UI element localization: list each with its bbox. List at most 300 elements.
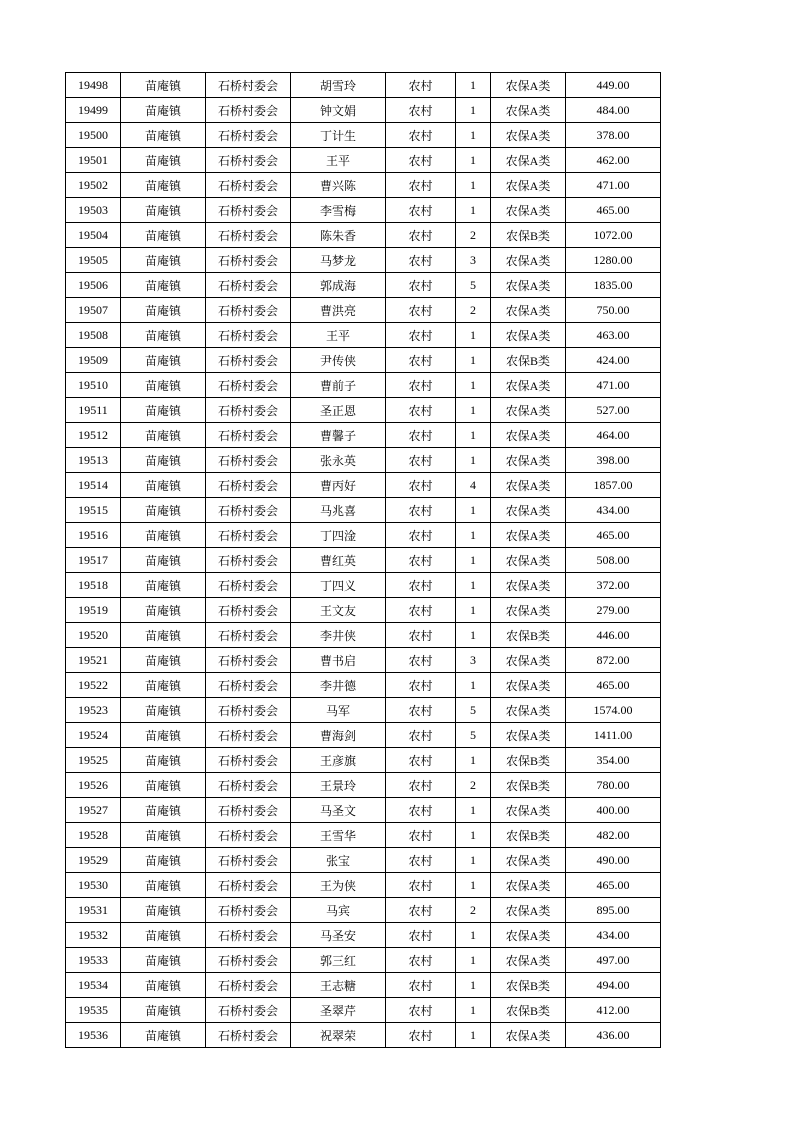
table-cell-count: 1	[456, 448, 491, 473]
table-cell-area_type: 农村	[386, 873, 456, 898]
table-cell-village: 石桥村委会	[206, 948, 291, 973]
table-cell-amount: 895.00	[566, 898, 661, 923]
table-row	[66, 873, 661, 898]
table-cell-category: 农保A类	[491, 723, 566, 748]
table-cell-count: 3	[456, 248, 491, 273]
table-cell-category: 农保A类	[491, 648, 566, 673]
table-cell-name: 王平	[291, 323, 386, 348]
table-cell-village: 石桥村委会	[206, 698, 291, 723]
table-cell-town: 苗庵镇	[121, 623, 206, 648]
table-cell-amount: 471.00	[566, 373, 661, 398]
table-cell-village: 石桥村委会	[206, 273, 291, 298]
table-cell-town: 苗庵镇	[121, 523, 206, 548]
table-cell-category: 农保A类	[491, 698, 566, 723]
table-cell-village: 石桥村委会	[206, 398, 291, 423]
table-cell-id: 19517	[66, 548, 121, 573]
table-cell-area_type: 农村	[386, 848, 456, 873]
table-cell-village: 石桥村委会	[206, 823, 291, 848]
table-row	[66, 373, 661, 398]
table-cell-id: 19522	[66, 673, 121, 698]
table-cell-area_type: 农村	[386, 1023, 456, 1048]
table-cell-town: 苗庵镇	[121, 398, 206, 423]
table-cell-name: 王景玲	[291, 773, 386, 798]
table-cell-area_type: 农村	[386, 398, 456, 423]
table-cell-amount: 497.00	[566, 948, 661, 973]
table-cell-id: 19499	[66, 98, 121, 123]
table-row	[66, 798, 661, 823]
table-cell-id: 19515	[66, 498, 121, 523]
table-cell-id: 19532	[66, 923, 121, 948]
table-cell-village: 石桥村委会	[206, 473, 291, 498]
table-row	[66, 548, 661, 573]
table-cell-area_type: 农村	[386, 373, 456, 398]
table-row	[66, 598, 661, 623]
table-cell-name: 王志糖	[291, 973, 386, 998]
table-cell-amount: 780.00	[566, 773, 661, 798]
table-cell-name: 马军	[291, 698, 386, 723]
table-row	[66, 348, 661, 373]
table-cell-name: 曹洪亮	[291, 298, 386, 323]
table-cell-category: 农保B类	[491, 748, 566, 773]
table-cell-amount: 465.00	[566, 873, 661, 898]
table-cell-name: 祝翠荣	[291, 1023, 386, 1048]
table-cell-id: 19528	[66, 823, 121, 848]
table-cell-name: 曹前子	[291, 373, 386, 398]
table-cell-id: 19521	[66, 648, 121, 673]
table-cell-village: 石桥村委会	[206, 798, 291, 823]
table-cell-village: 石桥村委会	[206, 498, 291, 523]
table-cell-id: 19533	[66, 948, 121, 973]
table-cell-category: 农保A类	[491, 848, 566, 873]
table-cell-name: 钟文娟	[291, 98, 386, 123]
table-cell-amount: 1280.00	[566, 248, 661, 273]
table-cell-count: 2	[456, 223, 491, 248]
table-row	[66, 998, 661, 1023]
table-cell-id: 19529	[66, 848, 121, 873]
table-cell-count: 1	[456, 348, 491, 373]
table-cell-count: 1	[456, 873, 491, 898]
table-row	[66, 223, 661, 248]
table-cell-town: 苗庵镇	[121, 348, 206, 373]
table-cell-name: 圣正恩	[291, 398, 386, 423]
table-cell-village: 石桥村委会	[206, 523, 291, 548]
table-cell-area_type: 农村	[386, 473, 456, 498]
table-row	[66, 298, 661, 323]
table-cell-name: 丁计生	[291, 123, 386, 148]
table-cell-town: 苗庵镇	[121, 648, 206, 673]
table-cell-category: 农保A类	[491, 498, 566, 523]
table-cell-id: 19500	[66, 123, 121, 148]
table-cell-amount: 436.00	[566, 1023, 661, 1048]
table-cell-village: 石桥村委会	[206, 423, 291, 448]
table-cell-name: 郭成海	[291, 273, 386, 298]
table-cell-count: 4	[456, 473, 491, 498]
table-cell-count: 1	[456, 748, 491, 773]
table-cell-id: 19534	[66, 973, 121, 998]
table-cell-name: 王平	[291, 148, 386, 173]
table-cell-count: 1	[456, 373, 491, 398]
table-cell-category: 农保B类	[491, 973, 566, 998]
table-cell-amount: 508.00	[566, 548, 661, 573]
table-cell-count: 1	[456, 323, 491, 348]
table-cell-id: 19527	[66, 798, 121, 823]
table-cell-name: 马梦龙	[291, 248, 386, 273]
table-cell-area_type: 农村	[386, 598, 456, 623]
table-row	[66, 773, 661, 798]
table-cell-category: 农保A类	[491, 373, 566, 398]
table-cell-village: 石桥村委会	[206, 198, 291, 223]
table-cell-amount: 424.00	[566, 348, 661, 373]
table-cell-area_type: 农村	[386, 673, 456, 698]
table-cell-count: 5	[456, 723, 491, 748]
table-cell-count: 1	[456, 548, 491, 573]
table-row	[66, 848, 661, 873]
table-row	[66, 323, 661, 348]
table-body	[66, 73, 661, 1048]
table-row	[66, 73, 661, 98]
table-cell-village: 石桥村委会	[206, 248, 291, 273]
table-cell-amount: 400.00	[566, 798, 661, 823]
table-cell-count: 1	[456, 673, 491, 698]
table-cell-town: 苗庵镇	[121, 473, 206, 498]
table-cell-town: 苗庵镇	[121, 698, 206, 723]
table-cell-name: 王彦旗	[291, 748, 386, 773]
table-cell-count: 1	[456, 598, 491, 623]
table-cell-area_type: 农村	[386, 273, 456, 298]
table-cell-village: 石桥村委会	[206, 298, 291, 323]
table-row	[66, 648, 661, 673]
table-cell-village: 石桥村委会	[206, 673, 291, 698]
table-cell-village: 石桥村委会	[206, 873, 291, 898]
table-cell-category: 农保A类	[491, 448, 566, 473]
table-cell-village: 石桥村委会	[206, 73, 291, 98]
table-cell-category: 农保A类	[491, 248, 566, 273]
table-cell-id: 19505	[66, 248, 121, 273]
table-cell-id: 19502	[66, 173, 121, 198]
table-cell-village: 石桥村委会	[206, 123, 291, 148]
table-cell-name: 马圣文	[291, 798, 386, 823]
table-cell-town: 苗庵镇	[121, 773, 206, 798]
table-cell-name: 马圣安	[291, 923, 386, 948]
table-cell-category: 农保A类	[491, 198, 566, 223]
table-cell-town: 苗庵镇	[121, 123, 206, 148]
table-cell-amount: 446.00	[566, 623, 661, 648]
table-cell-area_type: 农村	[386, 298, 456, 323]
table-cell-amount: 398.00	[566, 448, 661, 473]
table-cell-area_type: 农村	[386, 223, 456, 248]
table-cell-category: 农保A类	[491, 523, 566, 548]
table-cell-amount: 463.00	[566, 323, 661, 348]
table-cell-name: 曹丙好	[291, 473, 386, 498]
table-cell-area_type: 农村	[386, 698, 456, 723]
table-row	[66, 198, 661, 223]
table-cell-area_type: 农村	[386, 73, 456, 98]
table-cell-village: 石桥村委会	[206, 98, 291, 123]
table-cell-count: 2	[456, 898, 491, 923]
table-row	[66, 448, 661, 473]
table-cell-area_type: 农村	[386, 798, 456, 823]
table-cell-area_type: 农村	[386, 898, 456, 923]
table-row	[66, 473, 661, 498]
table-cell-amount: 484.00	[566, 98, 661, 123]
table-cell-category: 农保A类	[491, 98, 566, 123]
table-cell-name: 曹海剑	[291, 723, 386, 748]
table-cell-amount: 434.00	[566, 923, 661, 948]
table-cell-town: 苗庵镇	[121, 973, 206, 998]
table-cell-town: 苗庵镇	[121, 548, 206, 573]
table-cell-amount: 494.00	[566, 973, 661, 998]
table-row	[66, 923, 661, 948]
table-cell-town: 苗庵镇	[121, 823, 206, 848]
table-cell-town: 苗庵镇	[121, 98, 206, 123]
table-cell-category: 农保A类	[491, 673, 566, 698]
table-cell-category: 农保B类	[491, 623, 566, 648]
table-cell-amount: 465.00	[566, 198, 661, 223]
table-cell-category: 农保A类	[491, 548, 566, 573]
table-cell-town: 苗庵镇	[121, 598, 206, 623]
table-cell-category: 农保A类	[491, 423, 566, 448]
table-cell-town: 苗庵镇	[121, 923, 206, 948]
table-cell-category: 农保A类	[491, 398, 566, 423]
table-cell-village: 石桥村委会	[206, 173, 291, 198]
table-cell-area_type: 农村	[386, 548, 456, 573]
table-row	[66, 573, 661, 598]
table-cell-category: 农保A类	[491, 1023, 566, 1048]
table-cell-category: 农保A类	[491, 598, 566, 623]
table-cell-area_type: 农村	[386, 323, 456, 348]
table-cell-town: 苗庵镇	[121, 723, 206, 748]
table-cell-village: 石桥村委会	[206, 648, 291, 673]
table-cell-area_type: 农村	[386, 198, 456, 223]
table-cell-name: 曹红英	[291, 548, 386, 573]
table-cell-count: 1	[456, 823, 491, 848]
table-cell-count: 1	[456, 98, 491, 123]
table-cell-amount: 872.00	[566, 648, 661, 673]
table-cell-name: 马宾	[291, 898, 386, 923]
table-cell-town: 苗庵镇	[121, 248, 206, 273]
table-cell-town: 苗庵镇	[121, 148, 206, 173]
table-cell-count: 1	[456, 948, 491, 973]
table-cell-amount: 482.00	[566, 823, 661, 848]
table-cell-village: 石桥村委会	[206, 598, 291, 623]
table-cell-town: 苗庵镇	[121, 223, 206, 248]
table-cell-area_type: 农村	[386, 748, 456, 773]
table-cell-amount: 1857.00	[566, 473, 661, 498]
table-cell-village: 石桥村委会	[206, 573, 291, 598]
table-cell-id: 19501	[66, 148, 121, 173]
table-cell-category: 农保A类	[491, 923, 566, 948]
table-cell-amount: 449.00	[566, 73, 661, 98]
table-cell-category: 农保A类	[491, 573, 566, 598]
table-cell-area_type: 农村	[386, 723, 456, 748]
table-cell-amount: 354.00	[566, 748, 661, 773]
table-cell-count: 1	[456, 173, 491, 198]
table-row	[66, 1023, 661, 1048]
table-cell-town: 苗庵镇	[121, 173, 206, 198]
table-cell-town: 苗庵镇	[121, 848, 206, 873]
table-row	[66, 498, 661, 523]
table-cell-id: 19512	[66, 423, 121, 448]
table-cell-area_type: 农村	[386, 823, 456, 848]
table-cell-id: 19507	[66, 298, 121, 323]
table-cell-count: 1	[456, 523, 491, 548]
table-cell-area_type: 农村	[386, 98, 456, 123]
table-cell-town: 苗庵镇	[121, 673, 206, 698]
table-cell-village: 石桥村委会	[206, 923, 291, 948]
table-cell-id: 19498	[66, 73, 121, 98]
table-cell-id: 19508	[66, 323, 121, 348]
table-cell-count: 1	[456, 573, 491, 598]
table-cell-village: 石桥村委会	[206, 448, 291, 473]
table-cell-area_type: 农村	[386, 648, 456, 673]
table-cell-count: 5	[456, 273, 491, 298]
table-cell-area_type: 农村	[386, 248, 456, 273]
table-cell-amount: 464.00	[566, 423, 661, 448]
table-cell-town: 苗庵镇	[121, 298, 206, 323]
table-cell-name: 王雪华	[291, 823, 386, 848]
table-cell-area_type: 农村	[386, 348, 456, 373]
table-cell-count: 1	[456, 423, 491, 448]
table-cell-name: 尹传侠	[291, 348, 386, 373]
table-cell-category: 农保A类	[491, 73, 566, 98]
table-row	[66, 748, 661, 773]
table-cell-category: 农保A类	[491, 298, 566, 323]
table-cell-count: 1	[456, 398, 491, 423]
table-cell-name: 丁四义	[291, 573, 386, 598]
table-cell-name: 郭三红	[291, 948, 386, 973]
table-cell-town: 苗庵镇	[121, 498, 206, 523]
table-cell-town: 苗庵镇	[121, 448, 206, 473]
table-cell-area_type: 农村	[386, 998, 456, 1023]
table-cell-count: 1	[456, 848, 491, 873]
table-cell-id: 19509	[66, 348, 121, 373]
table-cell-id: 19514	[66, 473, 121, 498]
table-cell-town: 苗庵镇	[121, 198, 206, 223]
table-cell-amount: 1411.00	[566, 723, 661, 748]
table-cell-amount: 412.00	[566, 998, 661, 1023]
table-cell-id: 19524	[66, 723, 121, 748]
table-cell-count: 1	[456, 123, 491, 148]
table-cell-town: 苗庵镇	[121, 573, 206, 598]
payment-records-table	[65, 72, 661, 1048]
table-cell-name: 胡雪玲	[291, 73, 386, 98]
table-cell-id: 19526	[66, 773, 121, 798]
table-cell-count: 1	[456, 623, 491, 648]
table-cell-town: 苗庵镇	[121, 323, 206, 348]
table-cell-id: 19510	[66, 373, 121, 398]
table-cell-category: 农保A类	[491, 173, 566, 198]
table-cell-amount: 378.00	[566, 123, 661, 148]
table-cell-count: 1	[456, 148, 491, 173]
table-cell-count: 3	[456, 648, 491, 673]
table-cell-amount: 1574.00	[566, 698, 661, 723]
table-cell-village: 石桥村委会	[206, 998, 291, 1023]
table-cell-count: 1	[456, 923, 491, 948]
table-row	[66, 523, 661, 548]
table-row	[66, 698, 661, 723]
table-cell-area_type: 农村	[386, 448, 456, 473]
table-cell-count: 1	[456, 73, 491, 98]
table-cell-area_type: 农村	[386, 923, 456, 948]
table-row	[66, 123, 661, 148]
table-cell-village: 石桥村委会	[206, 773, 291, 798]
table-cell-village: 石桥村委会	[206, 348, 291, 373]
table-cell-category: 农保A类	[491, 898, 566, 923]
table-cell-area_type: 农村	[386, 523, 456, 548]
table-cell-amount: 471.00	[566, 173, 661, 198]
table-cell-name: 曹书启	[291, 648, 386, 673]
table-cell-village: 石桥村委会	[206, 1023, 291, 1048]
table-cell-amount: 434.00	[566, 498, 661, 523]
table-cell-name: 王为侠	[291, 873, 386, 898]
table-row	[66, 248, 661, 273]
table-cell-category: 农保B类	[491, 998, 566, 1023]
table-cell-id: 19513	[66, 448, 121, 473]
table-cell-category: 农保A类	[491, 148, 566, 173]
table-cell-name: 圣翠芹	[291, 998, 386, 1023]
table-cell-name: 曹馨子	[291, 423, 386, 448]
table-cell-name: 马兆喜	[291, 498, 386, 523]
table-cell-area_type: 农村	[386, 773, 456, 798]
table-cell-town: 苗庵镇	[121, 873, 206, 898]
table-row	[66, 148, 661, 173]
table-cell-category: 农保B类	[491, 223, 566, 248]
table-cell-count: 1	[456, 1023, 491, 1048]
table-cell-category: 农保A类	[491, 948, 566, 973]
table-cell-name: 曹兴陈	[291, 173, 386, 198]
table-cell-amount: 462.00	[566, 148, 661, 173]
table-cell-town: 苗庵镇	[121, 373, 206, 398]
table-cell-category: 农保A类	[491, 873, 566, 898]
table-cell-name: 张永英	[291, 448, 386, 473]
table-cell-name: 王文友	[291, 598, 386, 623]
table-cell-town: 苗庵镇	[121, 998, 206, 1023]
table-cell-village: 石桥村委会	[206, 898, 291, 923]
table-row	[66, 723, 661, 748]
table-cell-category: 农保A类	[491, 798, 566, 823]
table-cell-category: 农保B类	[491, 348, 566, 373]
table-cell-area_type: 农村	[386, 623, 456, 648]
table-cell-amount: 372.00	[566, 573, 661, 598]
table-cell-id: 19530	[66, 873, 121, 898]
table-cell-id: 19525	[66, 748, 121, 773]
table-cell-amount: 527.00	[566, 398, 661, 423]
table-cell-count: 1	[456, 998, 491, 1023]
table-cell-area_type: 农村	[386, 148, 456, 173]
table-cell-amount: 465.00	[566, 673, 661, 698]
table-row	[66, 273, 661, 298]
table-cell-town: 苗庵镇	[121, 898, 206, 923]
table-row	[66, 98, 661, 123]
table-cell-town: 苗庵镇	[121, 73, 206, 98]
table-cell-village: 石桥村委会	[206, 848, 291, 873]
table-row	[66, 948, 661, 973]
table-cell-name: 丁四淦	[291, 523, 386, 548]
table-cell-amount: 1072.00	[566, 223, 661, 248]
table-cell-count: 2	[456, 773, 491, 798]
table-cell-count: 1	[456, 798, 491, 823]
table-cell-name: 李井德	[291, 673, 386, 698]
table-cell-name: 陈朱香	[291, 223, 386, 248]
table-row	[66, 398, 661, 423]
table-cell-id: 19536	[66, 1023, 121, 1048]
table-cell-id: 19535	[66, 998, 121, 1023]
table-cell-category: 农保A类	[491, 323, 566, 348]
table-cell-count: 1	[456, 973, 491, 998]
table-cell-area_type: 农村	[386, 948, 456, 973]
table-cell-area_type: 农村	[386, 173, 456, 198]
table-cell-amount: 1835.00	[566, 273, 661, 298]
